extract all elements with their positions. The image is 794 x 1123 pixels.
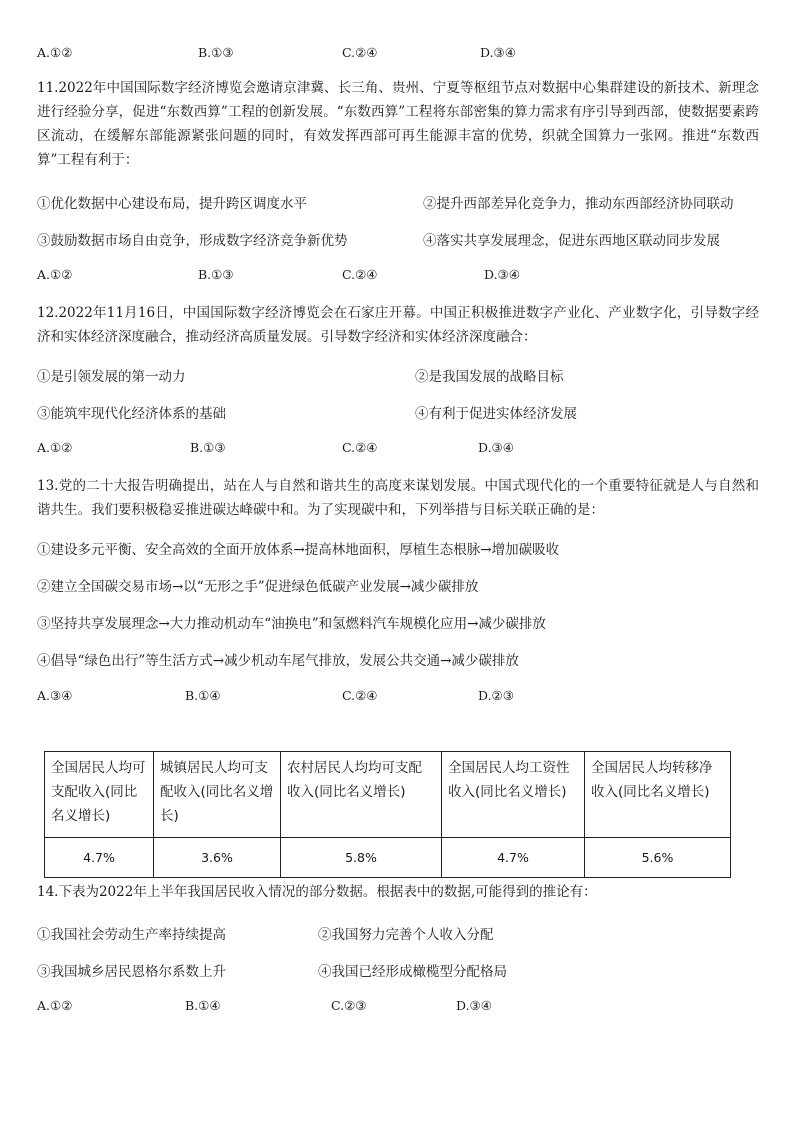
option-a[interactable]: A.①②: [37, 45, 73, 60]
table-cell: 4.7%: [45, 838, 154, 878]
q13-stem: 13.党的二十大报告明确提出，站在人与自然和谐共生的高度来谋划发展。中国式现代化的一个重要特征就是人与自然和谐共生。我们要积极稳妥推进碳达峰碳中和。为了实现碳中和，下列举措与目标关联正确的是：: [37, 478, 759, 518]
table-cell: 4.7%: [442, 838, 585, 878]
q13-item-4: ④倡导“绿色出行”等生活方式→减少机动车尾气排放，发展公共交通→减少碳排放: [37, 653, 519, 669]
q13-option-a[interactable]: A.③④: [37, 688, 73, 703]
q12-item-1: ①是引领发展的第一动力: [37, 369, 186, 385]
q11-item-3: ③鼓励数据市场自由竞争，形成数字经济竞争新优势: [37, 233, 348, 249]
q13-item-3: ③坚持共享发展理念→大力推动机动车“油换电”和氢燃料汽车规模化应用→减少碳排放: [37, 616, 546, 632]
q11-option-a[interactable]: A.①②: [37, 267, 73, 282]
q13-item-2: ②建立全国碳交易市场→以“无形之手”促进绿色低碳产业发展→减少碳排放: [37, 579, 479, 595]
table-cell: 5.8%: [281, 838, 442, 878]
option-c[interactable]: C.②④: [342, 45, 378, 60]
table-row: [45, 838, 731, 878]
q14-item-4: ④我国已经形成橄榄型分配格局: [318, 964, 507, 980]
q12-item-3: ③能筑牢现代化经济体系的基础: [37, 406, 226, 422]
q14-item-2: ②我国努力完善个人收入分配: [318, 927, 494, 943]
option-b[interactable]: B.①③: [198, 45, 234, 60]
q12-option-d[interactable]: D.③④: [478, 440, 514, 455]
table-cell: 5.6%: [585, 838, 731, 878]
q12-option-c[interactable]: C.②④: [342, 440, 378, 455]
q11-item-4: ④落实共享发展理念，促进东西地区联动同步发展: [423, 233, 720, 249]
income-table: [44, 751, 731, 878]
q11-item-2: ②提升西部差异化竞争力，推动东西部经济协同联动: [423, 196, 734, 212]
q11-item-1: ①优化数据中心建设布局，提升跨区调度水平: [37, 196, 307, 212]
q14-item-1: ①我国社会劳动生产率持续提高: [37, 927, 226, 943]
table-header-row: [45, 752, 731, 838]
q13-item-1: ①建设多元平衡、安全高效的全面开放体系→提高林地面积，厚植生态根脉→增加碳吸收: [37, 542, 560, 558]
table-header-cell: 城镇居民人均可支配收入(同比名义增长): [154, 752, 281, 838]
q14-option-d[interactable]: D.③④: [456, 998, 492, 1013]
q12-stem: 12.2022年11月16日，中国国际数字经济博览会在石家庄开幕。中国正积极推进数字产业化、产业数字化，引导数字经济和实体经济深度融合，推动经济高质量发展。引导数字经济和实体经济深度融合：: [37, 305, 759, 345]
q14-stem: 14.下表为2022年上半年我国居民收入情况的部分数据。根据表中的数据,可能得到的推论有：: [37, 884, 597, 900]
table-header-cell: 农村居民人均均可支配收入(同比名义增长): [281, 752, 442, 838]
q11-option-b[interactable]: B.①③: [198, 267, 234, 282]
q14-option-a[interactable]: A.①②: [37, 998, 73, 1013]
q11-stem: 11.2022年中国国际数字经济博览会邀请京津冀、长三角、贵州、宁夏等枢纽节点对数据中心集群建设的新技术、新理念进行经验分享，促进“东数西算”工程的创新发展。“东数西算”工程将东部密集的算力需求有序引导到西部，使数据要素跨区流动，在缓解东部能源紧张问题的同时，有效发挥西部可再生能源丰富的优势，织就全国算力一张网。推进“东数西算”工程有利于：: [37, 80, 759, 168]
q14-option-b[interactable]: B.①④: [185, 998, 221, 1013]
q13-option-c[interactable]: C.②④: [342, 688, 378, 703]
option-d[interactable]: D.③④: [480, 45, 516, 60]
table-header-cell: 全国居民人均可支配收入(同比名义增长): [45, 752, 154, 838]
table-header-cell: 全国居民人均工资性收入(同比名义增长): [442, 752, 585, 838]
q12-item-2: ②是我国发展的战略目标: [415, 369, 564, 385]
table-cell: 3.6%: [154, 838, 281, 878]
q12-item-4: ④有利于促进实体经济发展: [415, 406, 577, 422]
q12-option-b[interactable]: B.①③: [190, 440, 226, 455]
q12-option-a[interactable]: A.①②: [37, 440, 73, 455]
q13-option-b[interactable]: B.①④: [185, 688, 221, 703]
q11-option-c[interactable]: C.②④: [342, 267, 378, 282]
q11-option-d[interactable]: D.③④: [484, 267, 520, 282]
q13-option-d[interactable]: D.②③: [478, 688, 514, 703]
q14-item-3: ③我国城乡居民恩格尔系数上升: [37, 964, 226, 980]
table-header-cell: 全国居民人均转移净收入(同比名义增长): [585, 752, 731, 838]
q14-option-c[interactable]: C.②③: [331, 998, 367, 1013]
